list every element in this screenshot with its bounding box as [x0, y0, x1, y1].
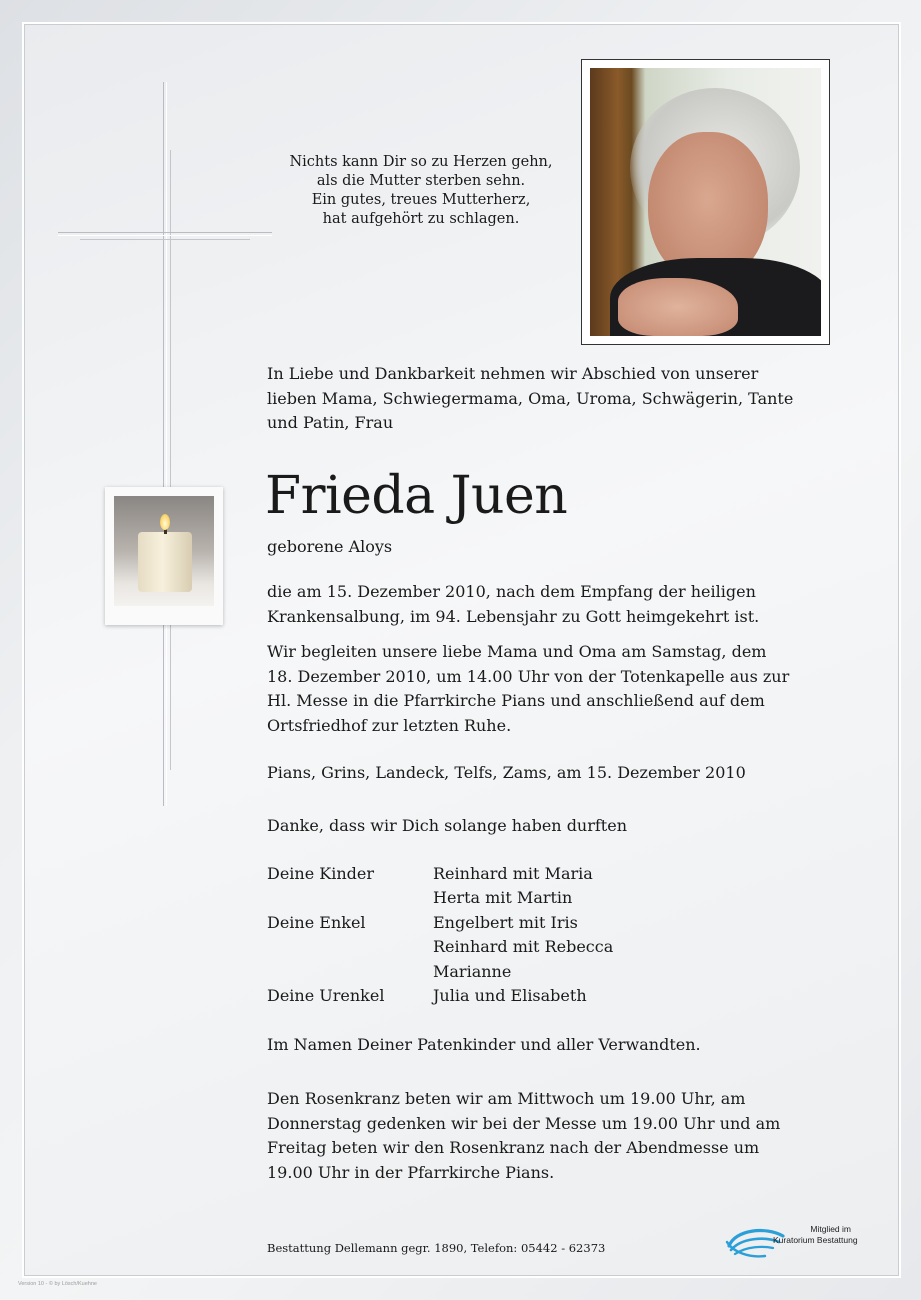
relative-group-label: Deine Enkel — [267, 912, 366, 932]
cross-vertical-bar-inner — [170, 150, 173, 770]
logo-line-1: Mitglied im — [810, 1224, 851, 1234]
relative-group-label: Deine Kinder — [267, 864, 375, 883]
relative-name: Marianne — [433, 961, 512, 981]
verse-line: Ein gutes, treues Mutterherz, — [311, 192, 531, 208]
funeral-line: 18. Dezember 2010, um 14.00 Uhr von der Totenkapelle aus zur — [267, 666, 790, 686]
relative-row — [267, 984, 613, 1008]
relative-group-label — [267, 886, 433, 910]
candle-body — [138, 532, 192, 592]
relative-name: Herta mit Martin — [433, 888, 573, 908]
logo-text — [773, 1224, 858, 1246]
rosary-line: Donnerstag gedenken wir bei der Messe um 19.00 Uhr und am — [267, 1113, 781, 1133]
relative-group-label: Deine Urenkel — [267, 986, 385, 1006]
cross-horizontal-bar — [58, 232, 272, 236]
intro-line: lieben Mama, Schwiegermama, Oma, Uroma, Schwägerin, Tante — [267, 388, 794, 408]
verse-line: als die Mutter sterben sehn. — [316, 173, 526, 189]
relative-name: Reinhard mit Maria — [433, 864, 593, 883]
design-credit: Version 10 - © by Lösch/Kuehne — [18, 1281, 97, 1287]
verse-line: hat aufgehört zu schlagen. — [322, 211, 520, 227]
funeral-home-footer: Bestattung Dellemann gegr. 1890, Telefon: 05442 - 62373 — [267, 1241, 606, 1255]
relative-name: Julia und Elisabeth — [433, 986, 587, 1006]
farewell-intro — [267, 362, 793, 436]
portrait-frame — [581, 59, 830, 345]
funeral-line: Wir begleiten unsere liebe Mama und Oma am Samstag, dem — [267, 642, 767, 661]
rosary-line: Freitag beten wir den Rosenkranz nach der Abendmesse um — [267, 1138, 760, 1157]
verse-line: Nichts kann Dir so zu Herzen gehn, — [289, 154, 553, 170]
rosary-line: 19.00 Uhr in der Pfarrkirche Pians. — [267, 1162, 555, 1182]
place-date: Pians, Grins, Landeck, Telfs, Zams, am 15. Dezember 2010 — [267, 763, 746, 782]
maiden-name: geborene Aloys — [267, 537, 393, 556]
candle-picture — [105, 487, 223, 625]
relative-row — [267, 911, 613, 935]
behalf-line: Im Namen Deiner Patenkinder und aller Verwandten. — [267, 1035, 701, 1054]
intro-line: In Liebe und Dankbarkeit nehmen wir Abschied von unserer — [267, 364, 759, 383]
cross-vertical-bar — [163, 82, 167, 806]
relatives-list — [267, 862, 613, 1008]
relative-row — [267, 886, 613, 910]
rosary-info — [267, 1087, 780, 1185]
memorial-verse — [268, 153, 574, 229]
relative-row — [267, 960, 613, 984]
candle-image — [114, 496, 214, 606]
portrait-photo — [590, 68, 821, 336]
relative-row — [267, 862, 613, 886]
funeral-info — [267, 640, 789, 738]
portrait-hands — [618, 278, 738, 336]
death-line: die am 15. Dezember 2010, nach dem Empfang der heiligen — [267, 582, 756, 601]
rosary-line: Den Rosenkranz beten wir am Mittwoch um 19.00 Uhr, am — [267, 1089, 746, 1108]
deceased-name: Frieda Juen — [265, 466, 568, 526]
relative-name: Engelbert mit Iris — [433, 912, 578, 932]
funeral-line: Hl. Messe in die Pfarrkirche Pians und anschließend auf dem — [267, 691, 765, 710]
cross-horizontal-bar-inner — [80, 239, 250, 242]
death-notice — [267, 580, 759, 629]
kuratorium-logo — [725, 1222, 858, 1262]
relative-group-label — [267, 935, 433, 959]
relative-row — [267, 935, 613, 959]
intro-line: und Patin, Frau — [267, 413, 394, 432]
candle-flame-icon — [160, 514, 170, 530]
logo-line-2: Kuratorium Bestattung — [773, 1235, 858, 1245]
funeral-line: Ortsfriedhof zur letzten Ruhe. — [267, 715, 512, 735]
death-line: Krankensalbung, im 94. Lebensjahr zu Gott heimgekehrt ist. — [267, 606, 760, 626]
thanks-line: Danke, dass wir Dich solange haben durften — [267, 816, 628, 835]
relative-name: Reinhard mit Rebecca — [433, 937, 614, 957]
relative-group-label — [267, 960, 433, 984]
